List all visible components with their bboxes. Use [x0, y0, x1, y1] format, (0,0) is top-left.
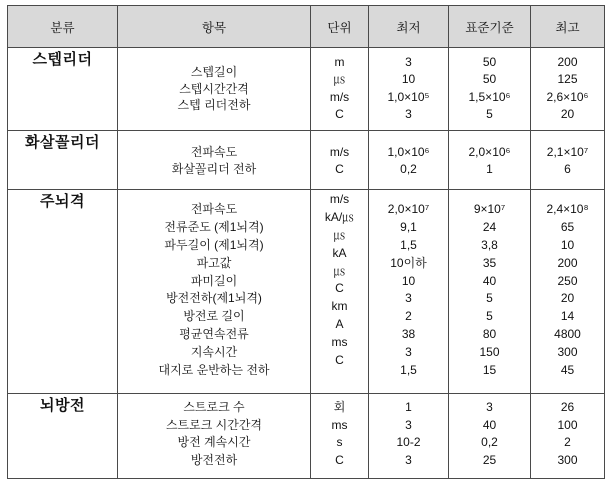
min-value: 10-2: [396, 435, 421, 450]
unit: m/s: [329, 145, 350, 159]
max-value: 300: [557, 453, 578, 468]
min-cell: [369, 394, 449, 479]
standard-cell: [449, 48, 531, 131]
unit: s: [336, 435, 343, 450]
item-name: 화살꼴리더 전하: [171, 162, 257, 176]
min-value: 3: [405, 453, 412, 468]
standard-value: 40: [482, 417, 497, 432]
standard-cell: [449, 394, 531, 479]
item-cell: [118, 48, 311, 131]
min-value: 3: [405, 345, 412, 360]
standard-value: 50: [482, 72, 497, 87]
standard-value: 0,2: [481, 435, 498, 450]
max-value: 200: [557, 55, 578, 69]
standard-value: 3: [486, 400, 493, 414]
standard-value: 40: [482, 273, 497, 288]
standard-cell: [449, 190, 531, 394]
max-cell: [531, 190, 605, 394]
max-value: 6: [564, 162, 571, 176]
max-value: 2,6×10⁶: [546, 89, 589, 104]
item-name: 스트로크 수: [183, 400, 245, 414]
unit: ms: [331, 417, 348, 432]
min-value: 1,5: [400, 363, 417, 378]
standard-value: 80: [482, 327, 497, 342]
standard-value: 9×10⁷: [473, 202, 506, 216]
unit: C: [335, 162, 344, 176]
header-unit: 단위: [311, 6, 369, 48]
item-name: 전류준도 (제1뇌격): [164, 219, 264, 234]
unit: m/s: [329, 89, 350, 104]
unit: kA: [332, 245, 347, 260]
unit: ㎲: [333, 263, 346, 278]
min-value: 3: [405, 291, 412, 306]
min-value: 9,1: [400, 219, 417, 234]
min-value: 3: [405, 55, 412, 69]
standard-value: 15: [482, 363, 497, 378]
item-name: 파고값: [196, 255, 232, 270]
max-value: 250: [557, 273, 578, 288]
max-value: 200: [557, 255, 578, 270]
unit: C: [335, 353, 344, 368]
unit-cell: [311, 190, 369, 394]
unit: m: [334, 55, 345, 69]
unit: 회: [333, 400, 346, 414]
header-item: 항목: [118, 6, 311, 48]
group-row-return-stroke: [8, 190, 605, 394]
unit: kA/㎲: [324, 209, 355, 224]
unit: A: [335, 317, 344, 332]
header-category: 분류: [8, 6, 118, 48]
item-name: 지속시간: [190, 345, 238, 360]
category-label: 화살꼴리더: [25, 134, 100, 151]
standard-value: 35: [482, 255, 497, 270]
max-value: 2: [564, 435, 571, 450]
unit: m/s: [329, 192, 350, 206]
min-value: 10이하: [390, 255, 427, 270]
standard-value: 1,5×10⁶: [468, 89, 511, 104]
max-value: 100: [557, 417, 578, 432]
min-value: 10: [401, 273, 416, 288]
item-name: 전파속도: [190, 202, 238, 216]
min-value: 3: [405, 106, 412, 121]
group-row-dart-leader: [8, 131, 605, 190]
standard-value: 25: [482, 453, 497, 468]
min-value: 2: [405, 309, 412, 324]
item-name: 방전로 길이: [183, 309, 245, 324]
min-value: 0,2: [400, 162, 417, 176]
item-name: 대지로 운반하는 전하: [158, 363, 270, 378]
item-name: 스텝길이: [190, 65, 238, 79]
min-value: 3: [405, 417, 412, 432]
max-cell: [531, 48, 605, 131]
item-name: 전파속도: [190, 145, 238, 159]
header-row: [8, 6, 605, 48]
max-value: 26: [560, 400, 575, 414]
max-value: 125: [557, 72, 578, 87]
min-value: 38: [401, 327, 416, 342]
item-name: 스트로크 시간간격: [165, 417, 263, 432]
category-label: 스텝리더: [32, 51, 93, 68]
standard-value: 5: [486, 309, 493, 324]
standard-value: 2,0×10⁶: [468, 145, 511, 159]
unit: ms: [331, 335, 348, 350]
standard-cell: [449, 131, 531, 190]
min-cell: [369, 48, 449, 131]
category-label: 뇌방전: [40, 397, 85, 414]
max-value: 20: [560, 291, 575, 306]
standard-value: 5: [486, 106, 493, 121]
min-value: 1,0×10⁶: [387, 145, 430, 159]
standard-value: 24: [482, 219, 497, 234]
max-value: 65: [560, 219, 575, 234]
min-value: 2,0×10⁷: [387, 202, 430, 216]
item-name: 스텝시간간격: [179, 81, 249, 96]
item-name: 파두길이 (제1뇌격): [164, 237, 264, 252]
category-cell: [8, 48, 118, 131]
standard-value: 150: [479, 345, 500, 360]
group-row-stepped-leader: [8, 48, 605, 131]
min-cell: [369, 190, 449, 394]
max-value: 2,1×10⁷: [546, 145, 589, 159]
standard-value: 1: [486, 162, 493, 176]
item-cell: [118, 131, 311, 190]
standard-value: 3,8: [481, 237, 498, 252]
unit-cell: [311, 394, 369, 479]
max-value: 10: [560, 237, 575, 252]
max-value: 4800: [554, 327, 581, 342]
lightning-parameters-table: [7, 5, 605, 479]
max-value: 2,4×10⁸: [546, 202, 589, 216]
max-cell: [531, 131, 605, 190]
group-row-lightning-discharge: [8, 394, 605, 479]
min-value: 10: [401, 72, 416, 87]
min-value: 1,0×10⁵: [387, 89, 430, 104]
min-cell: [369, 131, 449, 190]
unit-cell: [311, 48, 369, 131]
header-min: 최저: [369, 6, 449, 48]
item-name: 파미길이: [190, 273, 238, 288]
min-value: 1: [405, 400, 412, 414]
unit: C: [335, 453, 344, 468]
category-cell: [8, 190, 118, 394]
unit: C: [335, 281, 344, 296]
item-name: 스텝 리더전하: [177, 98, 251, 112]
unit-cell: [311, 131, 369, 190]
unit: ㎲: [333, 72, 346, 87]
max-value: 300: [557, 345, 578, 360]
min-value: 1,5: [400, 237, 417, 252]
max-value: 45: [560, 363, 575, 378]
item-name: 평균연속전류: [179, 327, 249, 342]
item-cell: [118, 190, 311, 394]
unit: ㎲: [333, 227, 346, 242]
category-cell: [8, 394, 118, 479]
category-label: 주뇌격: [40, 193, 85, 210]
max-value: 14: [560, 309, 575, 324]
standard-value: 5: [486, 291, 493, 306]
unit: C: [335, 106, 344, 121]
item-name: 방전 계속시간: [177, 435, 251, 450]
item-cell: [118, 394, 311, 479]
max-value: 20: [560, 106, 575, 121]
category-cell: [8, 131, 118, 190]
header-max: 최고: [531, 6, 605, 48]
max-cell: [531, 394, 605, 479]
unit: km: [331, 299, 348, 314]
header-standard: 표준기준: [449, 6, 531, 48]
item-name: 방전전하: [190, 453, 238, 468]
item-name: 방전전하(제1뇌격): [166, 291, 262, 306]
standard-value: 50: [482, 55, 497, 69]
